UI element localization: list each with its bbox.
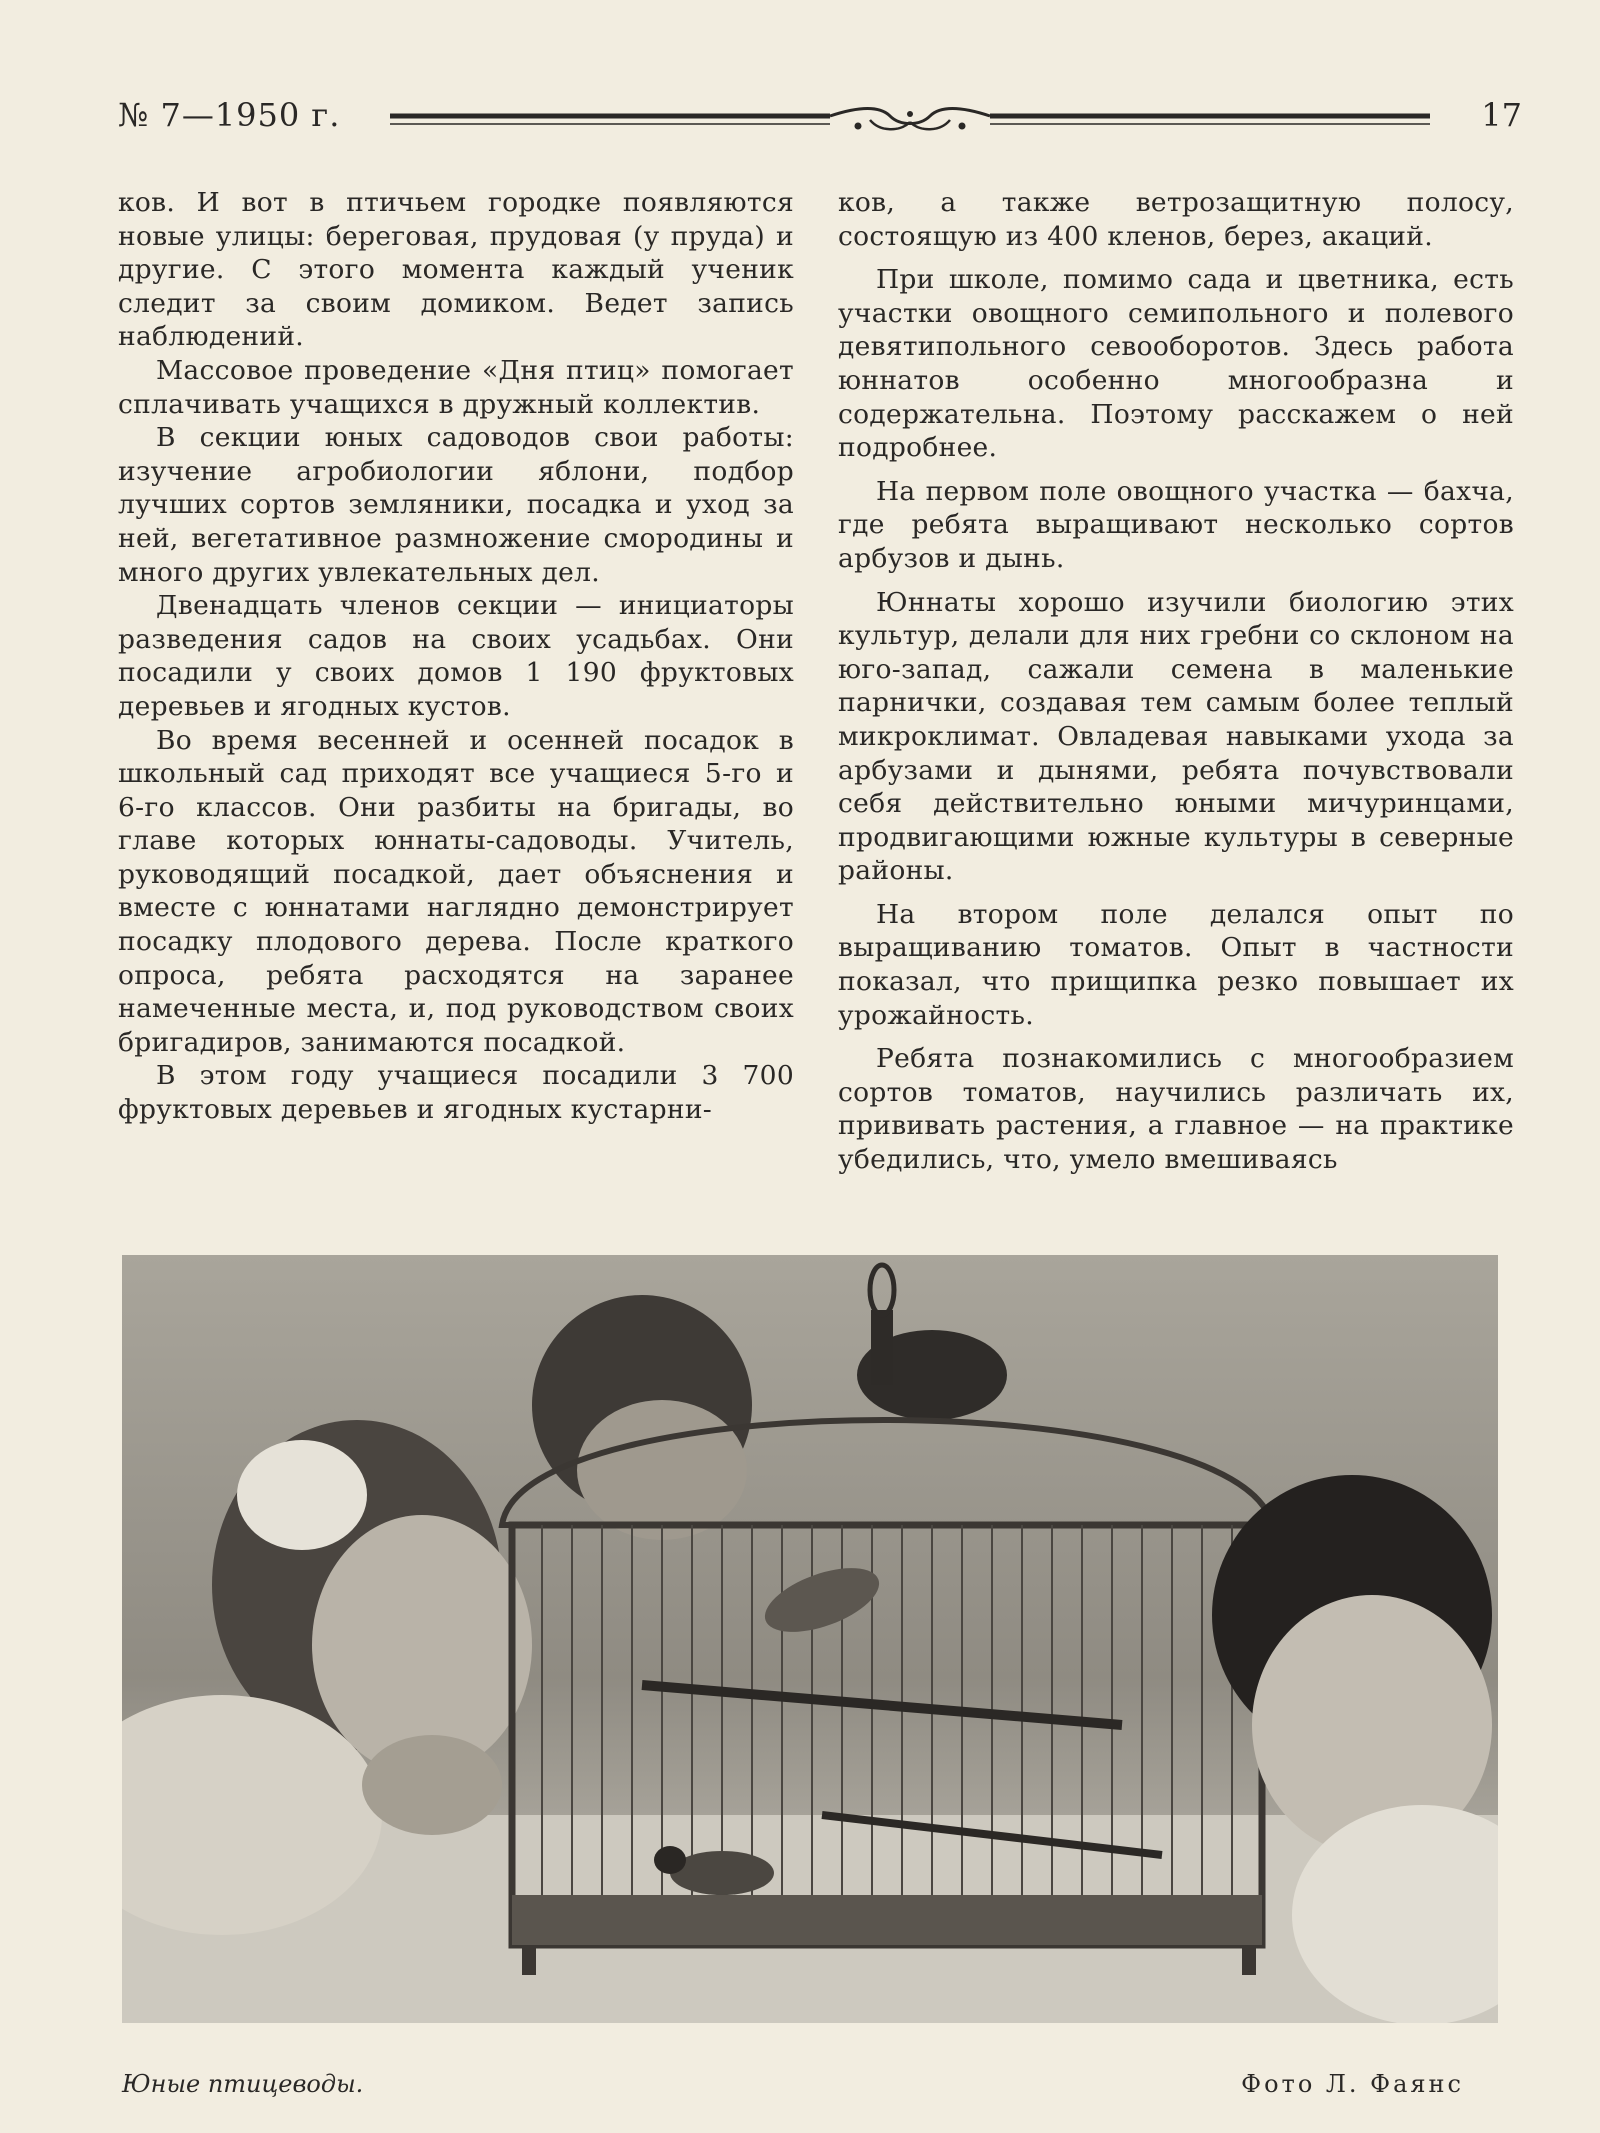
paragraph: На втором поле делался опыт по выращиванию томатов. Опыт в частности показал, что прищипка резко повышает их урожайность.	[838, 898, 1514, 1031]
photo-children-birdcage	[122, 1255, 1498, 2023]
paragraph: При школе, помимо сада и цветника, есть участки овощного семипольного и полевого девятипольного севооборотов. Здесь работа юннатов особенно многообразна и содержательна. Поэтому расскажем о ней подробнее.	[838, 264, 1514, 464]
paragraph: Во время весенней и осенней посадок в школьный сад приходят все учащиеся 5-го и 6-го классов. Они разбиты на бригады, во главе которых юннаты-садоводы. Учитель, руководящий посадкой, дает объяснения и вместе с юннатами наглядно демонстрирует посадку плодового дерева. После краткого опроса, ребята расходятся на заранее намеченные места, и, под руководством своих бригадиров, занимаются посадкой.	[118, 724, 794, 1058]
paragraph: Массовое проведение «Дня птиц» помогает сплачивать учащихся в дружный коллектив.	[118, 354, 794, 420]
issue-number: № 7—1950 г.	[118, 96, 341, 134]
right-column	[838, 186, 1514, 1177]
paragraph: В секции юных садоводов свои работы: изучение агробиологии яблони, подбор лучших сортов земляники, посадка и уход за ней, вегетативное размножение смородины и много других увлекательных дел.	[118, 422, 794, 588]
paragraph: ков. И вот в птичьем городке появляются новые улицы: береговая, прудовая (у пруда) и другие. С этого момента каждый ученик следит за своим домиком. Ведет запись наблюдений.	[118, 187, 794, 353]
paragraph: ков, а также ветрозащитную полосу, состоящую из 400 кленов, берез, акаций.	[838, 187, 1514, 252]
paragraph: В этом году учащиеся посадили 3 700 фруктовых деревьев и ягодных кустарни-	[118, 1060, 794, 1126]
ornament-divider	[390, 102, 1430, 138]
page-number: 17	[1481, 96, 1522, 134]
paragraph: Юннаты хорошо изучили биологию этих культур, делали для них гребни со склоном на юго-запад, сажали семена в маленькие парнички, создавая тем самым более теплый микроклимат. Овладевая навыками ухода за арбузами и дынями, ребята почувствовали себя действительно юными мичуринцами, продвигающими южные культуры в северные районы.	[838, 586, 1514, 887]
page-header	[118, 96, 1522, 146]
photo-caption: Юные птицеводы.	[122, 2070, 364, 2098]
paragraph: На первом поле овощного участка — бахча, где ребята выращивают несколько сортов арбузов и дынь.	[838, 475, 1514, 574]
photo-credit: Фото Л. Фаянс	[1241, 2070, 1464, 2098]
paragraph: Ребята познакомились с многообразием сортов томатов, научились различать их, прививать растения, а главное — на практике убедились, что, умело вмешиваясь	[838, 1043, 1514, 1176]
paragraph: Двенадцать членов секции — инициаторы разведения садов на своих усадьбах. Они посадили у своих домов 1 190 фруктовых деревьев и ягодных кустов.	[118, 590, 794, 722]
left-column	[118, 186, 794, 1127]
